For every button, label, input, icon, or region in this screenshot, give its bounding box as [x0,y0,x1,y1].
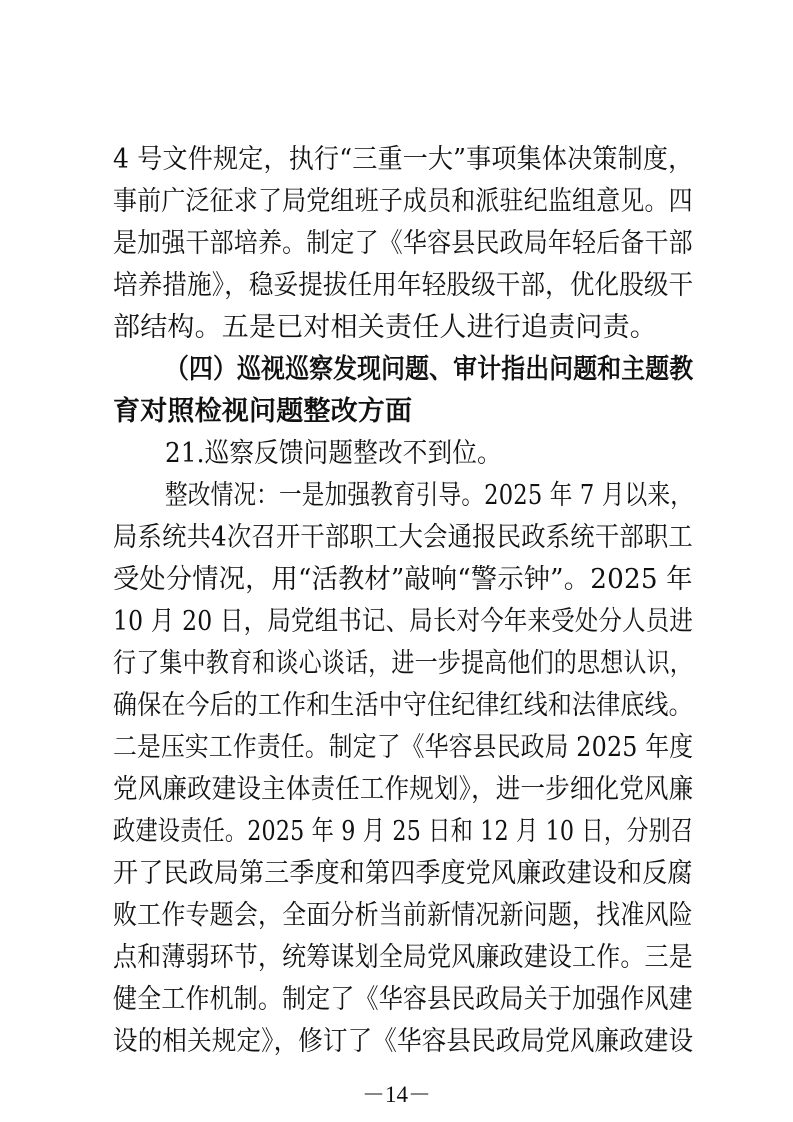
body-text-line: 10 月 20 日，局党组书记、局长对今年来受处分人员进 [113,606,694,637]
body-text-line: 培养措施》，稳妥提拔任用年轻股级干部，优化股级干 [113,270,694,301]
body-text-line: 部结构。五是已对相关责任人进行追责问责。 [113,312,657,343]
body-text-line: 败工作专题会，全面分析当前新情况新问题，找准风险 [113,900,693,931]
body-text-line: 局系统共4次召开干部职工大会通报民政系统干部职工 [113,522,693,553]
body-text-line: 受处分情况，用“活教材”敲响“警示钟”。2025 年 [113,564,693,595]
body-text-line: 点和薄弱环节，统筹谋划全局党风廉政建设工作。三是 [113,942,693,973]
section-heading: （四）巡视巡察发现问题、审计指出问题和主题教 [165,354,694,385]
body-text-line: 确保在今后的工作和生活中守住纪律红线和法律底线。 [113,690,693,721]
section-heading-continued: 育对照检视问题整改方面 [113,396,413,427]
body-text-line: 二是压实工作责任。制定了《华容县民政局 2025 年度 [113,732,694,763]
body-text-line: 是加强干部培养。制定了《华容县民政局年轻后备干部 [113,228,693,259]
body-text-line: 4 号文件规定，执行“三重一大”事项集体决策制度， [113,144,694,175]
body-text-line: 党风廉政建设主体责任工作规划》，进一步细化党风廉 [113,774,694,805]
body-text-line: 政建设责任。2025 年 9 月 25 日和 12 月 10 日，分别召 [113,816,694,847]
body-text-line: 行了集中教育和谈心谈话，进一步提高他们的思想认识， [113,648,693,679]
page-number: －14－ [362,1082,431,1107]
body-text-line: 整改情况：一是加强教育引导。2025 年 7 月以来， [165,480,694,511]
item-heading: 21.巡察反馈问题整改不到位。 [165,438,502,469]
body-text-line: 事前广泛征求了局党组班子成员和派驻纪监组意见。四 [113,186,693,217]
body-text-line: 健全工作机制。制定了《华容县民政局关于加强作风建 [113,984,693,1015]
body-text-line: 设的相关规定》，修订了《华容县民政局党风廉政建设 [113,1026,694,1057]
body-text-line: 开了民政局第三季度和第四季度党风廉政建设和反腐 [113,858,693,889]
